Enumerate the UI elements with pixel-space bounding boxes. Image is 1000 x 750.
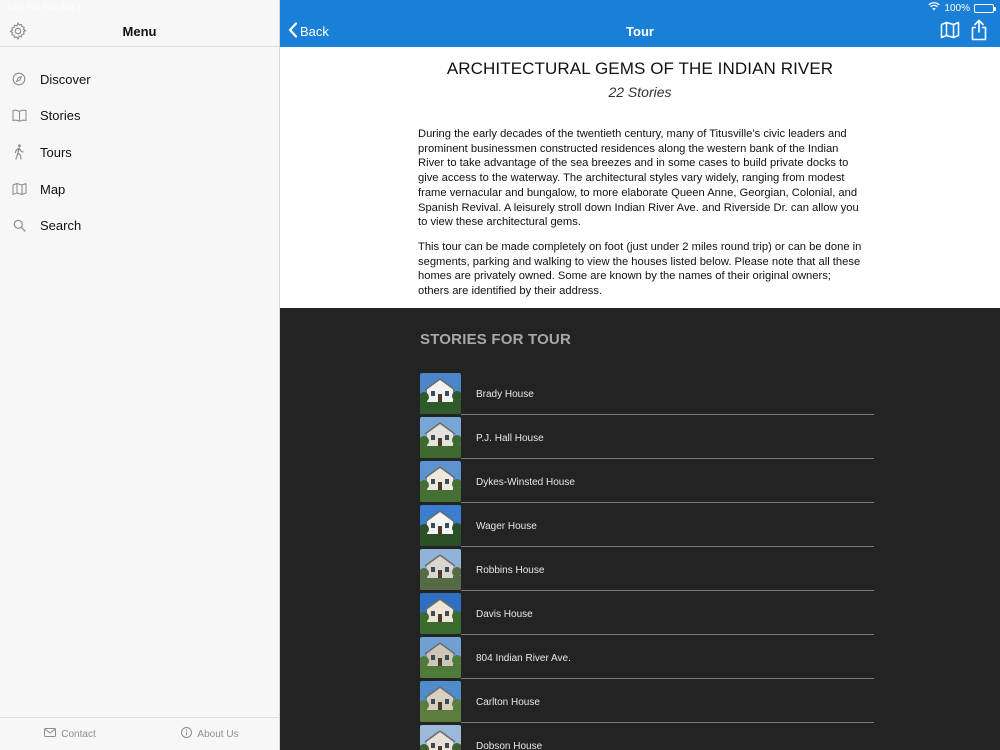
menu-item-label: Discover [40,71,91,87]
tour-story-count: 22 Stories [608,84,672,100]
story-title: Dykes-Winsted House [476,476,575,488]
house-thumbnail-image [420,725,461,750]
about-us-label: About Us [197,728,239,740]
main-content [280,0,1000,750]
tour-title: ARCHITECTURAL GEMS OF THE INDIAN RIVER [446,59,834,78]
menu-item-map[interactable] [0,171,279,208]
house-thumbnail-image [420,505,461,546]
sidebar-footer [0,717,280,750]
story-row[interactable] [420,415,874,459]
story-row[interactable] [420,547,874,591]
story-title: P.J. Hall House [476,432,544,444]
battery-percent: 100% [944,2,970,14]
envelope-icon [44,728,56,740]
info-icon [181,727,192,741]
navigation-bar [280,0,1000,47]
story-row[interactable] [420,371,874,415]
status-date-text: Tue Jun 1 [41,2,82,12]
house-thumbnail-image [420,373,461,414]
house-thumbnail-image [420,549,461,590]
menu-item-label: Stories [40,108,81,124]
tour-header [280,47,1000,100]
compass-icon [11,71,27,87]
status-time-text: 4:30 PM [6,2,40,12]
story-title: Dobson House [476,740,543,750]
search-icon [11,218,27,234]
story-title: Wager House [476,520,537,532]
share-icon[interactable] [970,19,990,41]
house-thumbnail-image [420,593,461,634]
menu-item-stories[interactable] [0,98,279,135]
menu-item-label: Search [40,218,82,234]
story-title: 804 Indian River Ave. [476,652,571,664]
nav-title: Tour [626,24,654,39]
status-time [6,2,82,12]
book-icon [11,108,27,124]
menu-item-label: Map [40,181,66,197]
description-paragraph: During the early decades of the twentieth century, many of Titusville’s civic leaders and prominent businessmen constructed residences along the western bank of the Indian River to take advantage of the sea breezes and in some cases to build private docks to give access to the waterway. The architectural styles vary widely, ranging from modest frame vernacular and bungalow, to more elaborate Queen Anne, Georgian, Colonial, and Spanish Revival. A leisurely stroll down Indian River Ave. and Riverside Dr. can allow you to view these architectural gems. [418,128,859,229]
map-icon[interactable] [940,21,960,41]
status-indicators [928,2,994,14]
story-title: Davis House [476,608,533,620]
menu-item-label: Tours [40,144,72,160]
story-title: Brady House [476,388,534,400]
story-row[interactable] [420,459,874,503]
menu-list [0,47,279,244]
back-label: Back [300,24,329,39]
house-thumbnail-image [420,417,461,458]
stories-heading: STORIES FOR TOUR [420,331,571,348]
walking-icon [11,144,27,160]
description-paragraph: This tour can be made completely on foot (just under 2 miles round trip) or can be done in segments, parking and walking to view the houses listed below. Please note that all these homes are privately owned. Some are known by the names of their original owners; others are identified by their address. [418,240,862,298]
contact-label: Contact [61,728,96,740]
story-row[interactable] [420,503,874,547]
story-row[interactable] [420,635,874,679]
house-thumbnail-image [420,681,461,722]
story-row[interactable] [420,723,874,750]
menu-item-tours[interactable] [0,134,279,171]
tour-description [280,100,1000,299]
house-thumbnail-image [420,461,461,502]
story-row[interactable] [420,591,874,635]
house-thumbnail-image [420,637,461,678]
contact-button[interactable] [0,718,140,750]
story-row[interactable] [420,679,874,723]
sidebar [0,0,280,750]
map-icon [11,181,27,197]
story-title: Carlton House [476,696,540,708]
menu-item-search[interactable] [0,207,279,244]
story-list [420,371,874,750]
wifi-icon [928,2,940,14]
stories-section [280,308,1000,750]
menu-item-discover[interactable] [0,61,279,98]
story-title: Robbins House [476,564,545,576]
about-us-button[interactable] [140,718,280,750]
battery-icon [974,4,994,13]
menu-title: Menu [122,24,157,39]
